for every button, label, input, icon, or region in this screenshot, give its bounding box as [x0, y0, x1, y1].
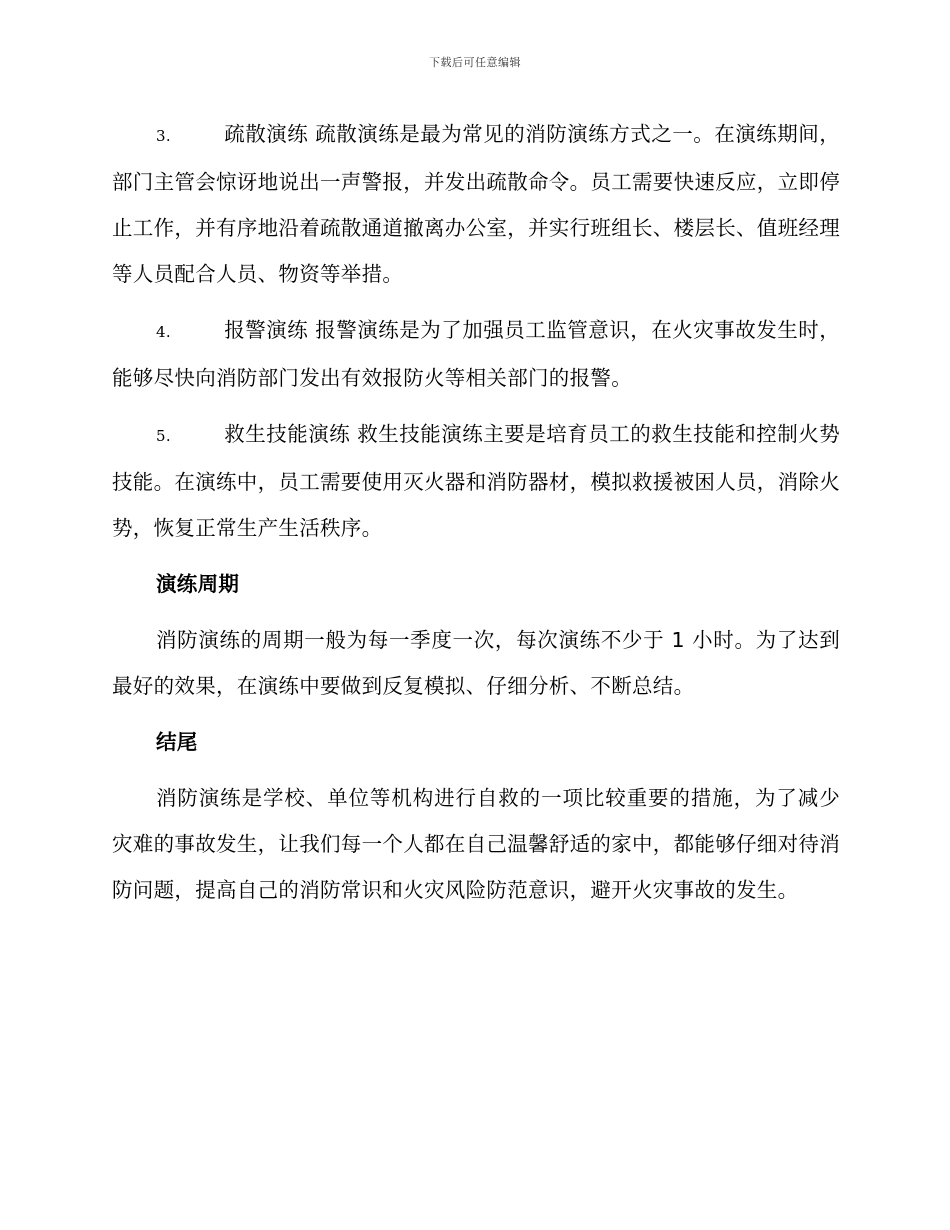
list-item-text: 报警演练 报警演练是为了加强员工监管意识，在火灾事故发生时，能够尽快向消防部门发出有效报防火等相关部门的报警。 [112, 318, 840, 390]
list-item-evacuation-drill [112, 111, 840, 297]
list-item-number: 3. [156, 127, 171, 145]
list-item-number: 5. [156, 427, 171, 445]
section-heading-drill-cycle: 演练周期 [156, 572, 240, 596]
paragraph-conclusion: 消防演练是学校、单位等机构进行自救的一项比较重要的措施，为了减少灾难的事故发生，让我们每一个人都在自己温馨舒适的家中，都能够仔细对待消防问题，提高自己的消防常识和火灾风险防范意识，避开火灾事故的发生。 [112, 786, 840, 902]
list-item-rescue-skills-drill [112, 411, 840, 551]
list-item-number: 4. [156, 323, 171, 341]
section-heading-conclusion: 结尾 [156, 730, 198, 754]
list-item-text: 救生技能演练 救生技能演练主要是培育员工的救生技能和控制火势技能。在演练中，员工需要使用灭火器和消防器材，模拟救援被困人员，消除火势，恢复正常生产生活秩序。 [112, 422, 840, 540]
paragraph-drill-cycle: 消防演练的周期一般为每一季度一次，每次演练不少于 1 小时。为了达到最好的效果，在演练中要做到反复模拟、仔细分析、不断总结。 [112, 628, 840, 698]
list-item-text: 疏散演练 疏散演练是最为常见的消防演练方式之一。在演练期间，部门主管会惊讶地说出一声警报，并发出疏散命令。员工需要快速反应，立即停止工作，并有序地沿着疏散通道撤离办公室，并实行班组长、楼层长、值班经理等人员配合人员、物资等举措。 [112, 122, 840, 286]
list-item-alarm-drill [112, 307, 840, 401]
header-note: 下载后可任意编辑 [429, 56, 521, 69]
document-body [112, 111, 840, 923]
